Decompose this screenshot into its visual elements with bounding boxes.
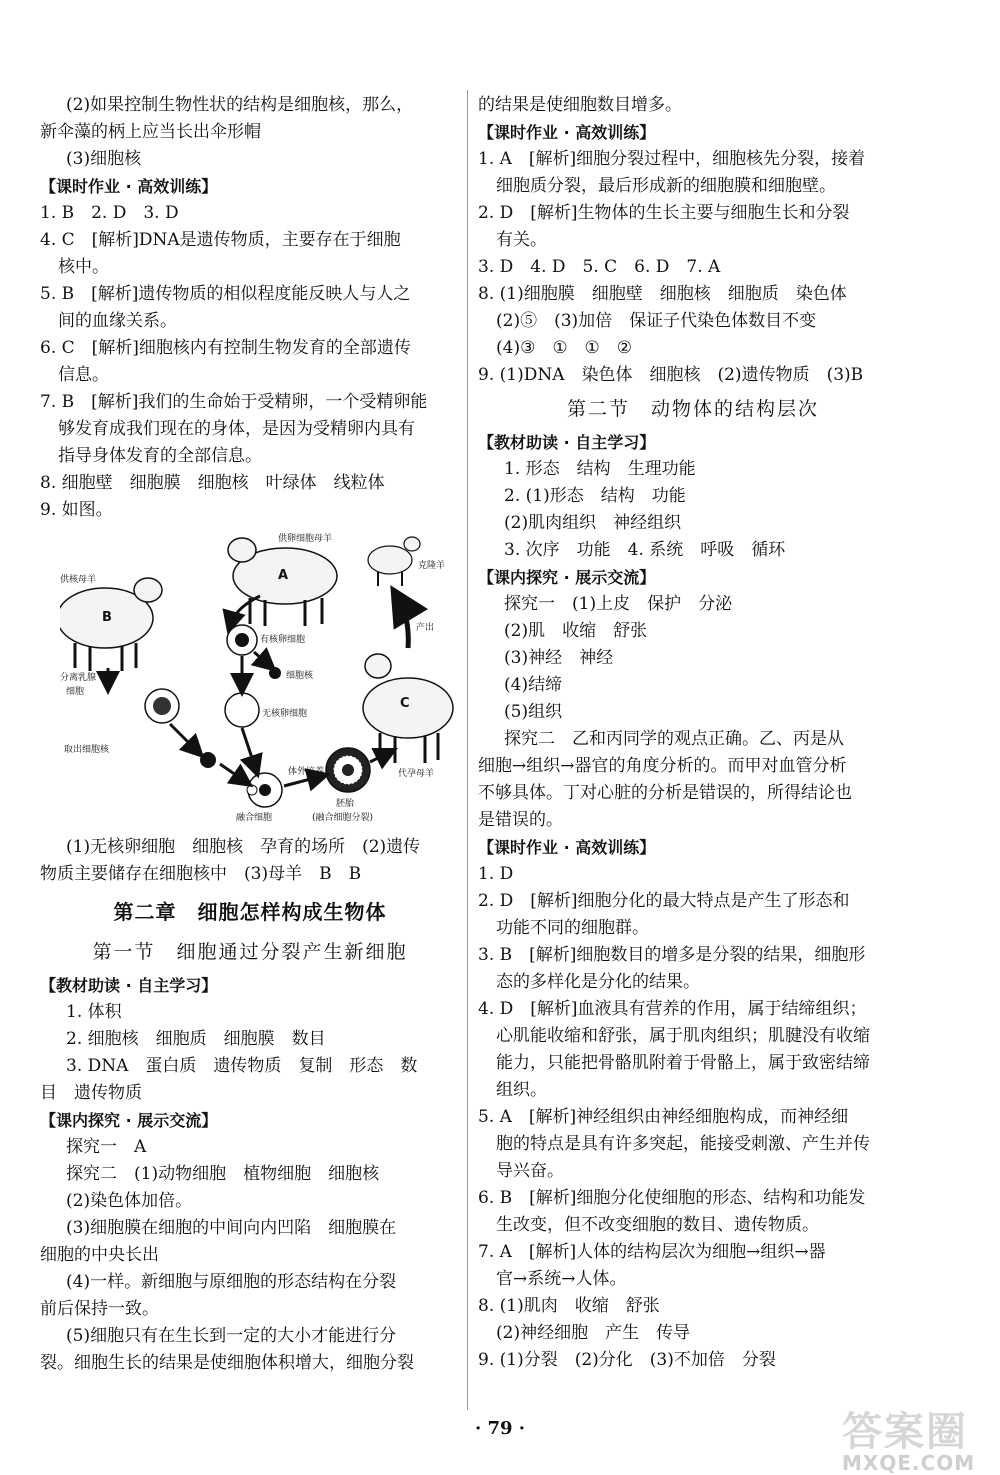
- fused-cell-label: 融合细胞: [236, 813, 273, 823]
- text-line: 4. D [解析]血液具有营养的作用，属于结缔组织；: [478, 999, 867, 1019]
- text-line: 3. B [解析]细胞数目的增多是分裂的结果，细胞形: [478, 945, 866, 965]
- text-line: 前后保持一致。: [40, 1299, 159, 1319]
- text-line: 官→系统→人体。: [496, 1269, 627, 1289]
- text-line: 6. C [解析]细胞核内有控制生物发育的全部遗传: [40, 338, 411, 358]
- text-line: 功能不同的细胞群。: [496, 918, 649, 938]
- text-line: 1. 体积: [66, 1002, 122, 1022]
- birth-label: 产出: [416, 623, 435, 633]
- arrow-icon: [254, 652, 270, 666]
- text-line: 3. D 4. D 5. C 6. D 7. A: [478, 257, 721, 277]
- text-line: (2)肌肉组织 神经组织: [504, 513, 682, 533]
- text-line: 物质主要储存在细胞核中 (3)母羊 B B: [40, 864, 362, 884]
- text-line: 2. (1)形态 结构 功能: [504, 486, 686, 506]
- text-line: 3. 次序 功能 4. 系统 呼吸 循环: [504, 540, 786, 560]
- text-line: 4. C [解析]DNA是遗传物质，主要存在于细胞: [40, 230, 401, 250]
- egg-donor-label: 供卵细胞母羊: [278, 534, 333, 544]
- text-line: 信息。: [58, 365, 109, 385]
- text-line: 探究一 (1)上皮 保护 分泌: [504, 594, 733, 614]
- text-line: 组织。: [496, 1080, 547, 1100]
- text-line: 1. D: [478, 864, 514, 884]
- text-line: 裂。细胞生长的结果是使细胞体积增大，细胞分裂: [40, 1353, 414, 1373]
- arrow-icon: [230, 596, 260, 626]
- text-line: 不够具体。丁对心脏的分析是错误的，所得结论也: [478, 783, 852, 803]
- text-line: 2. 细胞核 细胞质 细胞膜 数目: [66, 1029, 326, 1049]
- text-line: 态的多样化是分化的结果。: [496, 972, 700, 992]
- text-line: 3. DNA 蛋白质 遗传物质 复制 形态 数: [66, 1056, 418, 1076]
- separate-label: 分离乳腺: [60, 673, 97, 683]
- embryo-note-label: (融合细胞分裂): [312, 813, 374, 823]
- section-header: 【课内探究 · 展示交流】: [40, 1111, 218, 1130]
- surrogate-label: 代孕母羊: [398, 769, 435, 779]
- text-line: 2. D [解析]细胞分化的最大特点是产生了形态和: [478, 891, 850, 911]
- text-line: 新伞藻的柄上应当长出伞形帽: [40, 122, 261, 142]
- text-line: 探究一 A: [66, 1137, 147, 1157]
- embryo-label: 胚胎: [336, 799, 355, 809]
- text-line: 核中。: [58, 257, 109, 277]
- text-line: 8. (1)肌肉 收缩 舒张: [478, 1296, 660, 1316]
- arrow-icon: [242, 728, 256, 770]
- nucleus-icon: [269, 667, 281, 679]
- letter-b: B: [102, 610, 112, 625]
- text-line: 细胞质分裂，最后形成新的细胞膜和细胞壁。: [496, 176, 836, 196]
- text-line: 导兴奋。: [496, 1161, 564, 1181]
- text-line: (2)⑤ (3)加倍 保证子代染色体数目不变: [496, 311, 817, 331]
- letter-a: A: [278, 568, 289, 583]
- take-nucleus-label: 取出细胞核: [64, 745, 110, 755]
- text-line: 1. B 2. D 3. D: [40, 203, 179, 223]
- text-line: 生改变，但不改变细胞的数目、遗传物质。: [496, 1215, 819, 1235]
- text-line: (3)细胞膜在细胞的中间向内凹陷 细胞膜在: [66, 1218, 397, 1238]
- text-line: 心肌能收缩和舒张，属于肌肉组织；肌腱没有收缩: [496, 1026, 870, 1046]
- clone-sheep-icon: [368, 537, 420, 586]
- text-line: 能力，只能把骨骼肌附着于骨骼上，属于致密结缔: [496, 1053, 870, 1073]
- section-header: 【课时作业 · 高效训练】: [40, 177, 218, 196]
- text-line: 8. (1)细胞膜 细胞壁 细胞核 细胞质 染色体: [478, 284, 847, 304]
- arrow-icon: [398, 598, 408, 648]
- text-line: 2. D [解析]生物体的生长主要与细胞生长和分裂: [478, 203, 850, 223]
- chapter-title: 第二章 细胞怎样构成生物体: [113, 900, 387, 924]
- text-line: 胞的特点是具有许多突起，能接受刺激、产生并传: [496, 1134, 870, 1154]
- text-line: 够发育成我们现在的身体，是因为受精卵内具有: [58, 419, 415, 439]
- text-line: 1. 形态 结构 生理功能: [504, 459, 696, 479]
- letter-c: C: [400, 696, 410, 711]
- column-divider: [467, 90, 468, 1410]
- text-line: (4)③ ① ① ②: [496, 338, 633, 358]
- arrow-icon: [284, 776, 322, 786]
- text-line: 探究二 乙和丙同学的观点正确。乙、丙是从: [504, 729, 844, 749]
- section-header: 【课内探究 · 展示交流】: [478, 568, 656, 587]
- text-line: 5. A [解析]神经组织由神经细胞构成，而神经细: [478, 1107, 849, 1127]
- nucleated-egg-label: 有核卵细胞: [260, 635, 306, 645]
- arrow-icon: [170, 724, 198, 752]
- text-line: 7. B [解析]我们的生命始于受精卵，一个受精卵能: [40, 392, 428, 412]
- text-line: 细胞的中央长出: [40, 1245, 159, 1265]
- text-line: 1. A [解析]细胞分裂过程中，细胞核先分裂，接着: [478, 149, 866, 169]
- arrow-icon: [220, 764, 246, 782]
- section-header: 【课时作业 · 高效训练】: [478, 123, 656, 142]
- page-number: · 79 ·: [474, 1418, 526, 1439]
- text-line: 探究二 (1)动物细胞 植物细胞 细胞核: [66, 1164, 380, 1184]
- left-column: [40, 92, 460, 1377]
- enucleated-egg-label: 无核卵细胞: [262, 709, 308, 719]
- section-header: 【课时作业 · 高效训练】: [478, 838, 656, 857]
- cloning-diagram-drawing: [60, 528, 460, 828]
- watermark-url: MXQE.COM: [842, 1451, 976, 1475]
- text-line: 5. B [解析]遗传物质的相似程度能反映人与人之: [40, 284, 411, 304]
- text-line: (4)一样。新细胞与原细胞的形态结构在分裂: [66, 1272, 397, 1292]
- text-line: 9. 如图。: [40, 500, 113, 520]
- text-line: (1)无核卵细胞 细胞核 孕育的场所 (2)遗传: [66, 837, 421, 857]
- text-line: (2)肌 收缩 舒张: [504, 621, 648, 641]
- watermark-logo: [842, 1400, 992, 1475]
- text-line: 细胞→组织→器官的角度分析的。而甲对血管分析: [478, 756, 847, 776]
- text-line: 9. (1)分裂 (2)分化 (3)不加倍 分裂: [478, 1350, 776, 1370]
- nucleus-donor-label: 供核母羊: [60, 575, 97, 585]
- text-line: 是错误的。: [478, 810, 563, 830]
- enucleated-egg-icon: [225, 693, 259, 727]
- right-column: [478, 92, 908, 1374]
- cloning-diagram: [60, 528, 460, 828]
- section-title: 第一节 细胞通过分裂产生新细胞: [92, 941, 408, 963]
- section-title: 第二节 动物体的结构层次: [566, 398, 819, 420]
- text-line: 指导身体发育的全部信息。: [58, 446, 262, 466]
- watermark-title: 答案圈: [842, 1409, 968, 1455]
- in-vitro-label: 体外培养: [288, 767, 325, 777]
- text-line: 的结果是使细胞数目增多。: [478, 95, 682, 115]
- text-line: 有关。: [496, 230, 547, 250]
- text-line: (4)结缔: [504, 675, 563, 695]
- section-header: 【教材助读 · 自主学习】: [478, 433, 656, 452]
- text-line: 7. A [解析]人体的结构层次为细胞→组织→器: [478, 1242, 826, 1262]
- text-line: (2)如果控制生物性状的结构是细胞核，那么，: [66, 95, 414, 115]
- text-line: 间的血缘关系。: [58, 311, 177, 331]
- nucleus-label: 细胞核: [286, 671, 314, 681]
- text-line: 目 遗传物质: [40, 1083, 142, 1103]
- text-line: (2)神经细胞 产生 传导: [496, 1323, 691, 1343]
- text-line: 6. B [解析]细胞分化使细胞的形态、结构和功能发: [478, 1188, 866, 1208]
- text-line: 9. (1)DNA 染色体 细胞核 (2)遗传物质 (3)B: [478, 365, 864, 385]
- text-line: (2)染色体加倍。: [66, 1191, 193, 1211]
- section-header: 【教材助读 · 自主学习】: [40, 976, 218, 995]
- cell-label: 细胞: [66, 687, 85, 697]
- extracted-nucleus-icon: [200, 752, 216, 768]
- clone-label: 克隆羊: [418, 561, 446, 571]
- text-line: (5)细胞只有在生长到一定的大小才能进行分: [66, 1326, 397, 1346]
- text-line: (3)神经 神经: [504, 648, 614, 668]
- text-line: (3)细胞核: [66, 149, 142, 169]
- text-line: 8. 细胞壁 细胞膜 细胞核 叶绿体 线粒体: [40, 473, 385, 493]
- text-line: (5)组织: [504, 702, 563, 722]
